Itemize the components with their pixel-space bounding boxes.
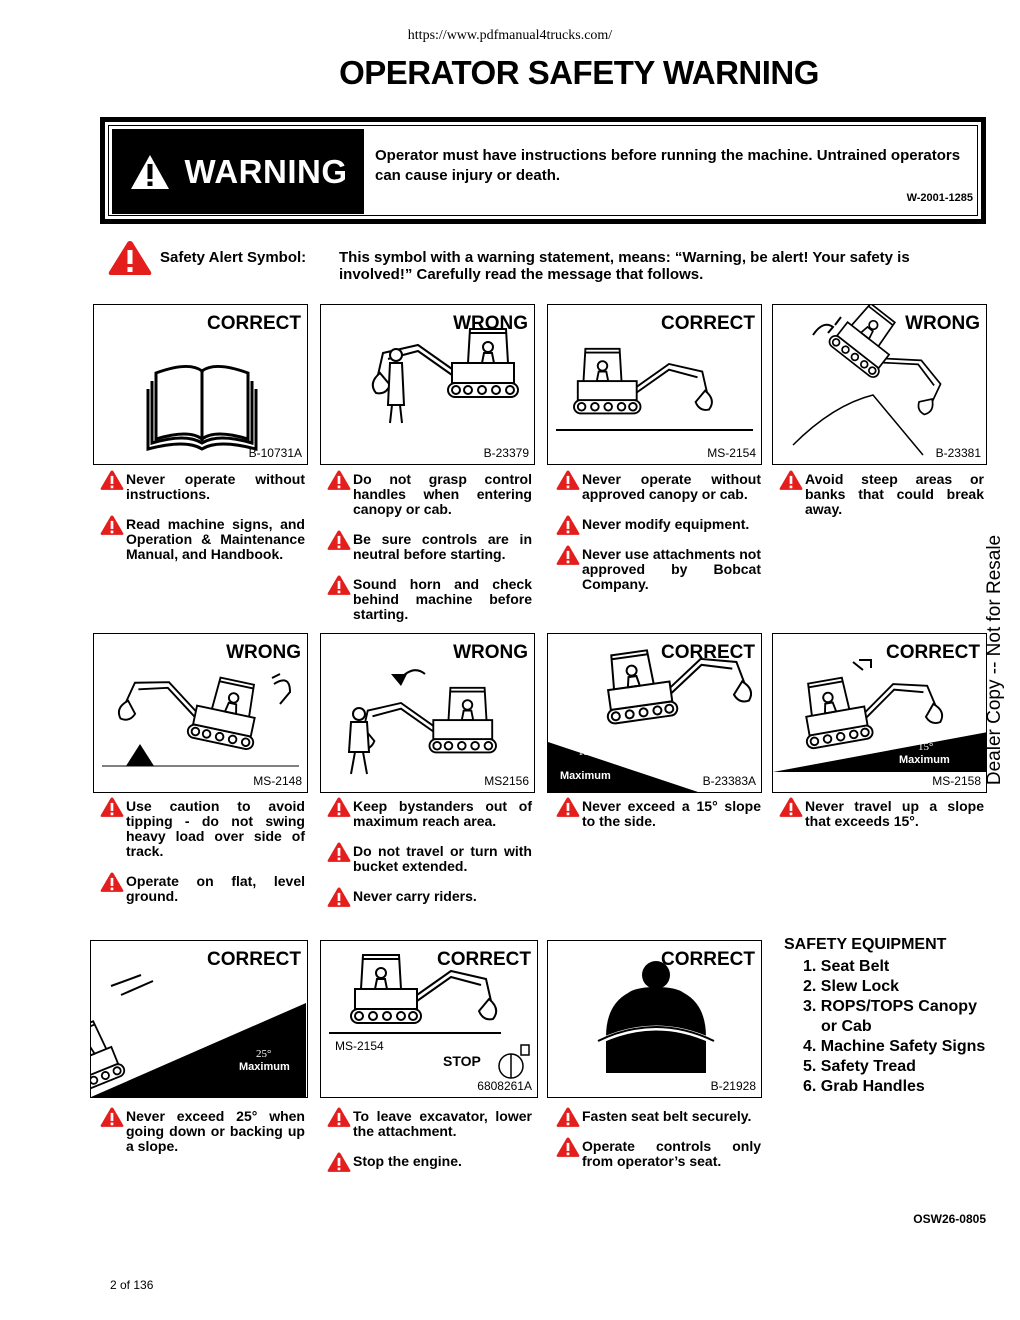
safety-alert-text: This symbol with a warning statement, means: “Warning, be alert! Your safety is involved!” Carefully read the message that follows. [339,249,910,283]
safety-alert-icon [100,470,124,490]
safety-alert-icon [100,1107,124,1127]
safety-alert-icon [327,797,351,817]
warning-messages [777,472,984,532]
safety-equipment-list [784,936,985,1097]
safety-panel [320,940,538,1098]
safety-panel [547,633,762,793]
safety-alert-icon [327,1107,351,1127]
warning-message-item [325,532,532,562]
safety-alert-icon [556,515,580,535]
warning-messages [554,799,761,844]
warning-messages [98,1109,305,1169]
warning-message-text: Never exceed a 15° slope to the side. [582,798,761,829]
safety-alert-icon [327,887,351,907]
safety-alert-icon [100,872,124,892]
warning-message-text: Do not grasp control handles when entering canopy or cab. [353,471,532,517]
panel-title: CORRECT [661,949,755,970]
safety-panel [93,304,308,465]
slope-angle: 25° [256,1048,272,1060]
warning-message-text: Never operate without approved canopy or cab. [582,471,761,502]
warning-message-item [554,799,761,829]
panel-title: CORRECT [437,949,531,970]
warning-message-item [777,472,984,517]
warning-message-item [98,1109,305,1154]
slope-angle: 15° [578,746,594,758]
warning-message-text: Never operate without instructions. [126,471,305,502]
safety-item: 1. Seat Belt [803,958,890,975]
panel-title: CORRECT [661,642,755,663]
panel-title: CORRECT [661,313,755,334]
warning-message-text: To leave excavator, lower the attachment. [353,1108,532,1139]
panel-code: B-23379 [483,446,529,460]
warning-message-text: Never modify equipment. [582,516,750,532]
slope-label: Maximum [560,770,611,782]
warning-triangle-icon [129,153,171,191]
warning-message-text: Operate controls only from operator’s seat. [582,1138,761,1169]
warning-message-text: Keep bystanders out of maximum reach area. [353,798,532,829]
warning-message-item [98,799,305,859]
slope-label: Maximum [239,1061,290,1073]
safety-alert-icon [556,545,580,565]
warning-message-text: Never carry riders. [353,888,477,904]
warning-messages [325,472,532,637]
safety-panel [93,633,308,793]
warning-message-text: Be sure controls are in neutral before starting. [353,531,532,562]
warning-banner [112,129,364,214]
warning-messages [98,472,305,577]
panel-title: CORRECT [207,949,301,970]
safety-item: 2. Slew Lock [803,978,900,995]
safety-alert-icon [327,575,351,595]
safety-alert-row [108,240,968,290]
safety-panel [320,304,535,465]
warning-message-text: Operate on flat, level ground. [126,873,305,904]
warning-box [100,117,986,224]
warning-code: W-2001-1285 [906,192,973,204]
slope-label: Maximum [899,754,950,766]
safety-item: 4. Machine Safety Signs [803,1038,986,1055]
safety-alert-icon [327,530,351,550]
safety-panel [547,940,762,1098]
safety-equipment-heading: SAFETY EQUIPMENT [784,936,947,953]
panel-code: MS-2148 [253,774,302,788]
safety-alert-icon [327,1152,351,1172]
panel-code: B-23381 [935,446,981,460]
safety-alert-label: Safety Alert Symbol: [160,249,307,266]
panel-title: WRONG [905,313,980,334]
safety-alert-icon [327,470,351,490]
safety-alert-icon [108,240,152,276]
warning-message-item [325,1109,532,1139]
warning-messages [325,799,532,919]
warning-message-text: Do not travel or turn with bucket extended. [353,843,532,874]
warning-message-item [554,472,761,502]
safety-panel [90,940,308,1098]
warning-message-item [325,889,532,904]
panel-code: B-10731A [248,446,302,460]
warning-message-text: Stop the engine. [353,1153,462,1169]
warning-message-item [777,799,984,829]
safety-alert-icon [327,842,351,862]
warning-message-item [325,799,532,829]
warning-label: WARNING [184,152,348,190]
safety-item: or Cab [821,1018,872,1035]
warning-message-text: Sound horn and check behind machine before starting. [353,576,532,622]
document-code: OSW26-0805 [913,1212,986,1226]
warning-message-text: Avoid steep areas or banks that could break away. [805,471,984,517]
safety-panel [320,633,535,793]
safety-item: 5. Safety Tread [803,1058,916,1075]
warning-message: Operator must have instructions before running the machine. Untrained operators can cause injury or death. [375,147,961,184]
safety-alert-icon [556,797,580,817]
watermark: Dealer Copy -- Not for Resale [984,534,1005,786]
warning-messages [325,1109,532,1184]
panel-code: 6808261A [477,1079,532,1093]
safety-panel [772,304,987,465]
warning-message-item [554,517,761,532]
warning-message-item [554,1109,761,1124]
warning-messages [554,1109,761,1184]
warning-message-text: Fasten seat belt securely. [582,1108,752,1124]
page-title: OPERATOR SAFETY WARNING [339,54,819,91]
warning-messages [777,799,984,844]
safety-alert-icon [556,1137,580,1157]
warning-message-item [325,577,532,622]
panel-title: WRONG [453,313,528,334]
warning-message-text: Use caution to avoid tipping - do not swing heavy load over side of track. [126,798,305,859]
safety-item: 6. Grab Handles [803,1078,925,1095]
source-url[interactable]: https://www.pdfmanual4trucks.com/ [407,28,613,43]
warning-message-item [554,1139,761,1169]
warning-message-item [325,1154,532,1169]
safety-alert-icon [556,1107,580,1127]
safety-alert-icon [100,515,124,535]
panel-title: WRONG [226,642,301,663]
warning-message-item [554,547,761,592]
page-number: 2 of 136 [110,1278,154,1292]
panel-code: B-21928 [710,1079,756,1093]
warning-message-item [98,874,305,904]
stop-label: STOP [443,1053,481,1069]
warning-message-item [98,472,305,502]
safety-panel [547,304,762,465]
safety-alert-icon [100,797,124,817]
warning-message-item [325,844,532,874]
warning-message-text: Never exceed 25° when going down or backing up a slope. [126,1108,305,1154]
warning-message-text: Never use attachments not approved by Bobcat Company. [582,546,761,592]
warning-messages [554,472,761,607]
warning-message-text: Never travel up a slope that exceeds 15°. [805,798,984,829]
panel-code: MS2156 [484,774,529,788]
panel-code: MS-2160 [253,1079,302,1093]
slope-angle: 15° [918,741,934,753]
panel-title: CORRECT [886,642,980,663]
safety-alert-icon [556,470,580,490]
panel-code: B-23383A [702,774,756,788]
safety-item: 3. ROPS/TOPS Canopy [803,998,977,1015]
warning-message-item [98,517,305,562]
panel-code: MS-2154 [707,446,756,460]
panel-code: MS-2158 [932,774,981,788]
warning-message-text: Read machine signs, and Operation & Maintenance Manual, and Handbook. [126,516,305,562]
safety-alert-icon [779,797,803,817]
panel-title: CORRECT [207,313,301,334]
safety-panel [772,633,987,793]
safety-alert-icon [779,470,803,490]
panel-code-secondary: MS-2154 [335,1039,384,1053]
warning-messages [98,799,305,919]
warning-message-item [325,472,532,517]
panel-title: WRONG [453,642,528,663]
